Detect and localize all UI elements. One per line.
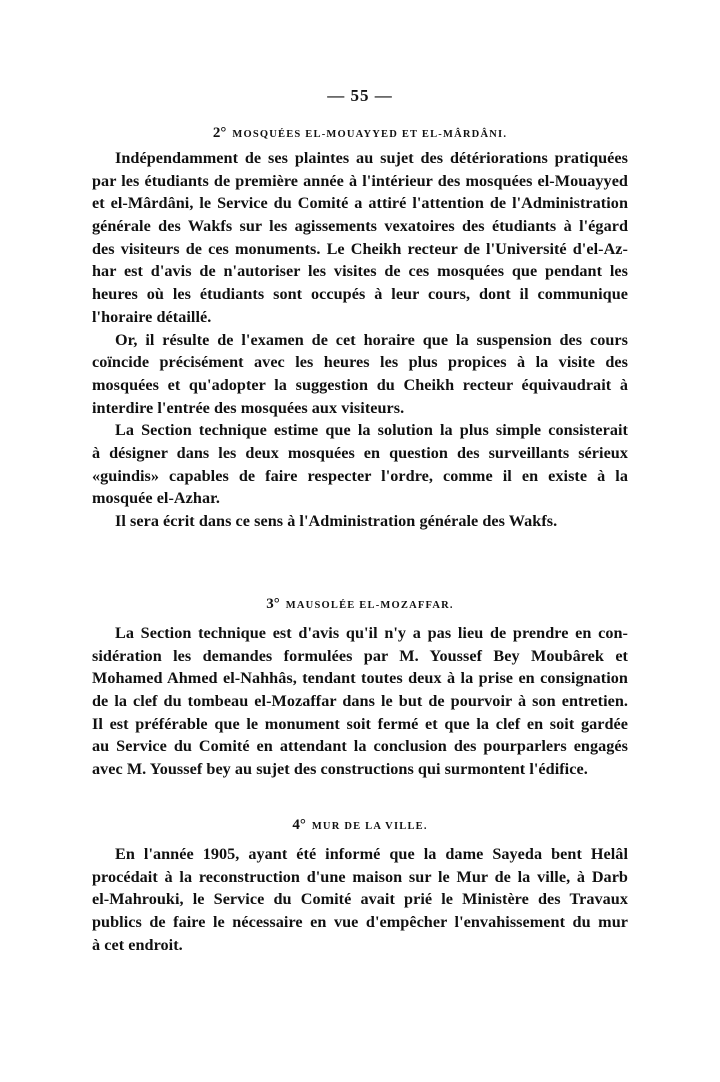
section-heading (0, 595, 720, 613)
text-line: Il sera écrit dans ce sens à l'Administration générale des Wakfs. (115, 512, 558, 530)
text-line: sidération les demandes formulées par M. Youssef Bey Moubârek et (92, 646, 628, 665)
text-line: mosquées et qu'adopter la suggestion du Cheikh recteur équivaudrait à (92, 375, 628, 394)
text-line: heures où les étudiants sont occupés à leur cours, dont il communique (92, 285, 628, 304)
section-number: 2° (212, 125, 227, 141)
section-body (92, 843, 628, 956)
text-line: har est d'avis de n'autoriser les visites de ces mosquées que pendant les (92, 262, 628, 281)
text-line: Mohamed Ahmed el-Nahhâs, tendant toutes deux à la prise en consignation (92, 669, 628, 688)
text-line: au Service du Comité en attendant la conclusion des pourparlers engagés (92, 737, 628, 756)
text-line: à cet endroit. (92, 935, 183, 954)
text-line: des visiteurs de ces monuments. Le Cheikh recteur de l'Université d'el-Az- (92, 239, 628, 258)
section-number: 3° (266, 596, 280, 612)
text-line: La Section technique est d'avis qu'il n'y a pas lieu de prendre en con- (115, 624, 628, 642)
text-line: «guindis» capables de faire respecter l'ordre, comme il en existe à la (92, 466, 628, 485)
text-line: el-Mahrouki, le Service du Comité avait prié le Ministère des Travaux (92, 890, 628, 909)
text-line: procédait à la reconstruction d'une maison sur le Mur de la ville, à Darb (92, 867, 628, 886)
text-line: Or, il résulte de l'examen de cet horaire que la suspension des cours (115, 330, 628, 349)
text-line: La Section technique estime que la solution la plus simple consisterait (115, 421, 628, 440)
text-line: de la clef du tombeau el-Mozaffar dans le but de pourvoir à son entretien. (92, 692, 628, 711)
section-body (92, 622, 628, 781)
section-heading (0, 816, 720, 834)
text-line: à désigner dans les deux mosquées en question des surveillants sérieux (92, 443, 628, 462)
section-title: MUR DE LA VILLE. (311, 821, 428, 832)
text-line: mosquée el-Azhar. (92, 489, 220, 508)
section-number: 4° (292, 817, 306, 833)
text-line: par les étudiants de première année à l'intérieur des mosquées el-Mouayyed (92, 171, 628, 190)
text-line: Il est préférable que le monument soit fermé et que la clef en soit gardée (92, 714, 628, 733)
section-title: MAUSOLÉE EL-MOZAFFAR. (285, 600, 454, 611)
text-line: interdire l'entrée des mosquées aux visiteurs. (92, 398, 405, 417)
text-line: Indépendamment de ses plaintes au sujet des détériorations pratiquées (115, 149, 628, 167)
text-line: En l'année 1905, ayant été informé que la dame Sayeda bent Helâl (115, 845, 628, 863)
text-line: avec M. Youssef bey au sujet des constructions qui surmontent l'édifice. (92, 760, 588, 779)
text-line: l'horaire détaillé. (92, 307, 212, 326)
page-number: — 55 — (327, 86, 393, 105)
text-line: et el-Mârdâni, le Service du Comité a attiré l'attention de l'Administration (92, 194, 628, 213)
section-title: MOSQUÉES EL-MOUAYYED ET EL-MÂRDÂNI. (232, 129, 508, 140)
section-heading (0, 124, 720, 142)
text-line: générale des Wakfs sur les agissements vexatoires des étudiants à l'égard (92, 217, 628, 236)
section-body (92, 147, 628, 533)
text-line: coïncide précisément avec les heures les plus propices à la visite des (92, 353, 628, 372)
text-line: publics de faire le nécessaire en vue d'empêcher l'envahissement du mur (92, 913, 628, 932)
